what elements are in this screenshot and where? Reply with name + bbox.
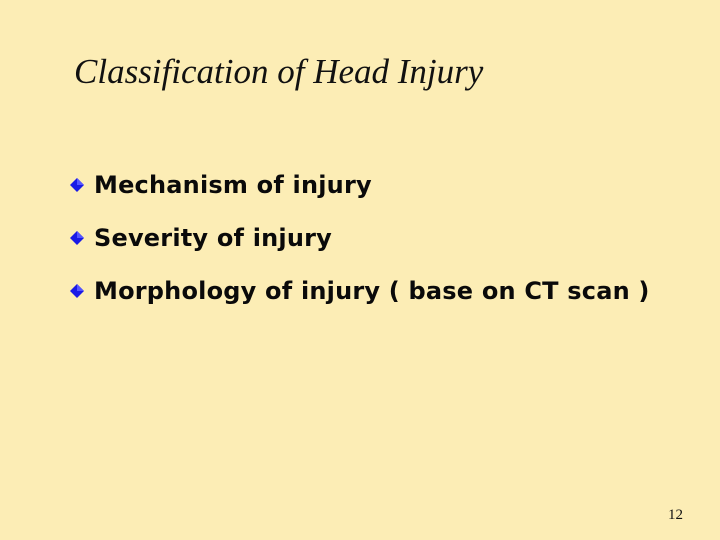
bullet-item-severity — [70, 211, 650, 264]
diamond-bullet-icon — [70, 284, 84, 298]
diamond-bullet-icon — [70, 231, 84, 245]
bullet-text: Mechanism of injury — [94, 170, 372, 199]
bullet-list — [70, 158, 650, 317]
diamond-bullet-icon — [70, 178, 84, 192]
page-number: 12 — [668, 507, 683, 523]
slide-title: Classification of Head Injury — [74, 52, 484, 91]
bullet-item-morphology — [70, 264, 650, 317]
bullet-item-mechanism — [70, 158, 650, 211]
bullet-text: Morphology of injury ( base on CT scan ) — [94, 276, 650, 305]
bullet-text: Severity of injury — [94, 223, 333, 252]
